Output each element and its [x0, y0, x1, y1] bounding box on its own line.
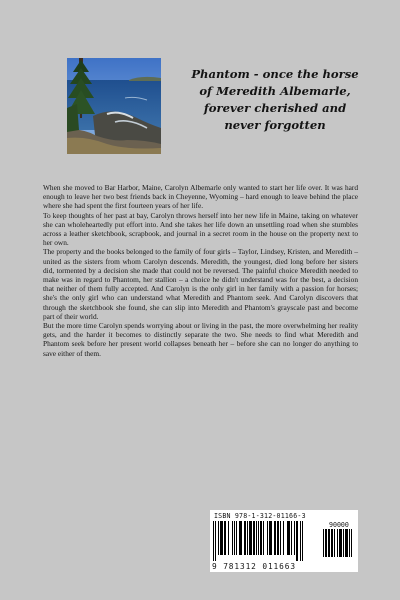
barcode-bar: [334, 529, 335, 557]
barcode-bar: [253, 521, 255, 555]
barcode-bar: [302, 521, 303, 561]
barcode-bar: [215, 521, 216, 561]
barcode-bar: [300, 521, 301, 561]
barcode-bar: [294, 521, 295, 555]
coastal-landscape-image: [67, 58, 161, 154]
barcode-bar: [247, 521, 248, 555]
barcode-bar: [269, 521, 272, 555]
ean-digits: 9 781312 011663: [212, 562, 296, 571]
coastal-photo: [67, 58, 161, 154]
barcode-bar: [267, 521, 268, 555]
ean-barcode-bars: [213, 521, 319, 565]
barcode-bar: [244, 521, 246, 555]
barcode-bar: [249, 521, 252, 555]
tagline-line-3: forever cherished and: [203, 101, 347, 115]
synopsis: [43, 183, 358, 358]
barcode-bar: [345, 529, 348, 557]
barcode-bar: [224, 521, 226, 555]
synopsis-paragraph-4: But the more time Carolyn spends worrying about or living in the past, the more overwhelming her reality gets, and the harder it becomes to distinctly separate the two. She needs to find what Meredith and Phantom seek before her present world collapses beneath her – before she can no longer do anything to save either of them.: [43, 321, 358, 358]
tagline-line-2: of Meredith Albemarle,: [199, 84, 351, 98]
barcode-bar: [218, 521, 219, 555]
synopsis-paragraph-3: The property and the books belonged to the family of four girls – Taylor, Lindsey, Kristen, and Meredith – united as the sisters from whom Carolyn descends. Meredith, the youngest, died long before her sisters did, tormented by a decision she made that could not be reversed. The painful choice Meredith needed to make was in regard to Phantom, her stallion – a choice he didn't understand was for the best, a decision that neither of them fully accepted. And Carolyn is the only girl in her family with a passion for horses; she's the only girl who can understand what Meredith and Phantom seek. And Carolyn discovers that through the sketchbook she found, she can slip into Meredith and Phantom's grayscale past and become part of their world.: [43, 247, 358, 321]
barcode-bar: [287, 521, 290, 555]
synopsis-paragraph-2: To keep thoughts of her past at bay, Carolyn throws herself into her new life in Maine, taking on whatever she can wholeheartedly put effort into. And she takes her life down an unsettling road when she stumbles across a leather sketchbook, scrapbook, and journal in a secret room in the house on the property next to her own.: [43, 210, 358, 248]
barcode-bar: [232, 521, 233, 555]
barcode-bar: [280, 521, 281, 555]
barcode-bar: [213, 521, 214, 561]
barcode-bar: [239, 521, 242, 555]
barcode-bar: [228, 521, 229, 555]
barcode-bar: [291, 521, 292, 555]
isbn-label: ISBN 978-1-312-01166-3: [214, 512, 306, 520]
isbn-barcode: [210, 510, 358, 572]
barcode-bar: [323, 529, 324, 557]
tagline-line-4: never forgotten: [224, 118, 326, 132]
barcode-bar: [351, 529, 352, 557]
barcode-bar: [331, 529, 333, 557]
barcode-bar: [283, 521, 284, 555]
barcode-bar: [349, 529, 350, 557]
synopsis-paragraph-1: When she moved to Bar Harbor, Maine, Carolyn Albemarle only wanted to start her life over. It was hard enough to leave her two best friends back in Cheyenne, Wyoming – hard enough to leave behind the place where she had spent the first fourteen years of her life.: [43, 183, 358, 211]
barcode-bar: [296, 521, 298, 561]
barcode-bar: [256, 521, 257, 555]
barcode-bar: [343, 529, 344, 557]
barcode-bar: [263, 521, 264, 555]
barcode-bar: [325, 529, 327, 557]
barcode-bar: [234, 521, 235, 555]
barcode-bar: [328, 529, 330, 557]
barcode-bar: [258, 521, 259, 555]
barcode-bar: [339, 529, 342, 557]
price-code: 90000: [329, 521, 349, 529]
barcode-bar: [220, 521, 223, 555]
barcode-bar: [277, 521, 279, 555]
tagline-line-1: Phantom - once the horse: [191, 67, 359, 81]
barcode-bar: [236, 521, 237, 555]
addon-barcode-bars: [323, 529, 355, 565]
tagline: [170, 66, 380, 134]
barcode-bar: [274, 521, 276, 555]
barcode-bar: [337, 529, 338, 557]
barcode-bar: [260, 521, 262, 555]
